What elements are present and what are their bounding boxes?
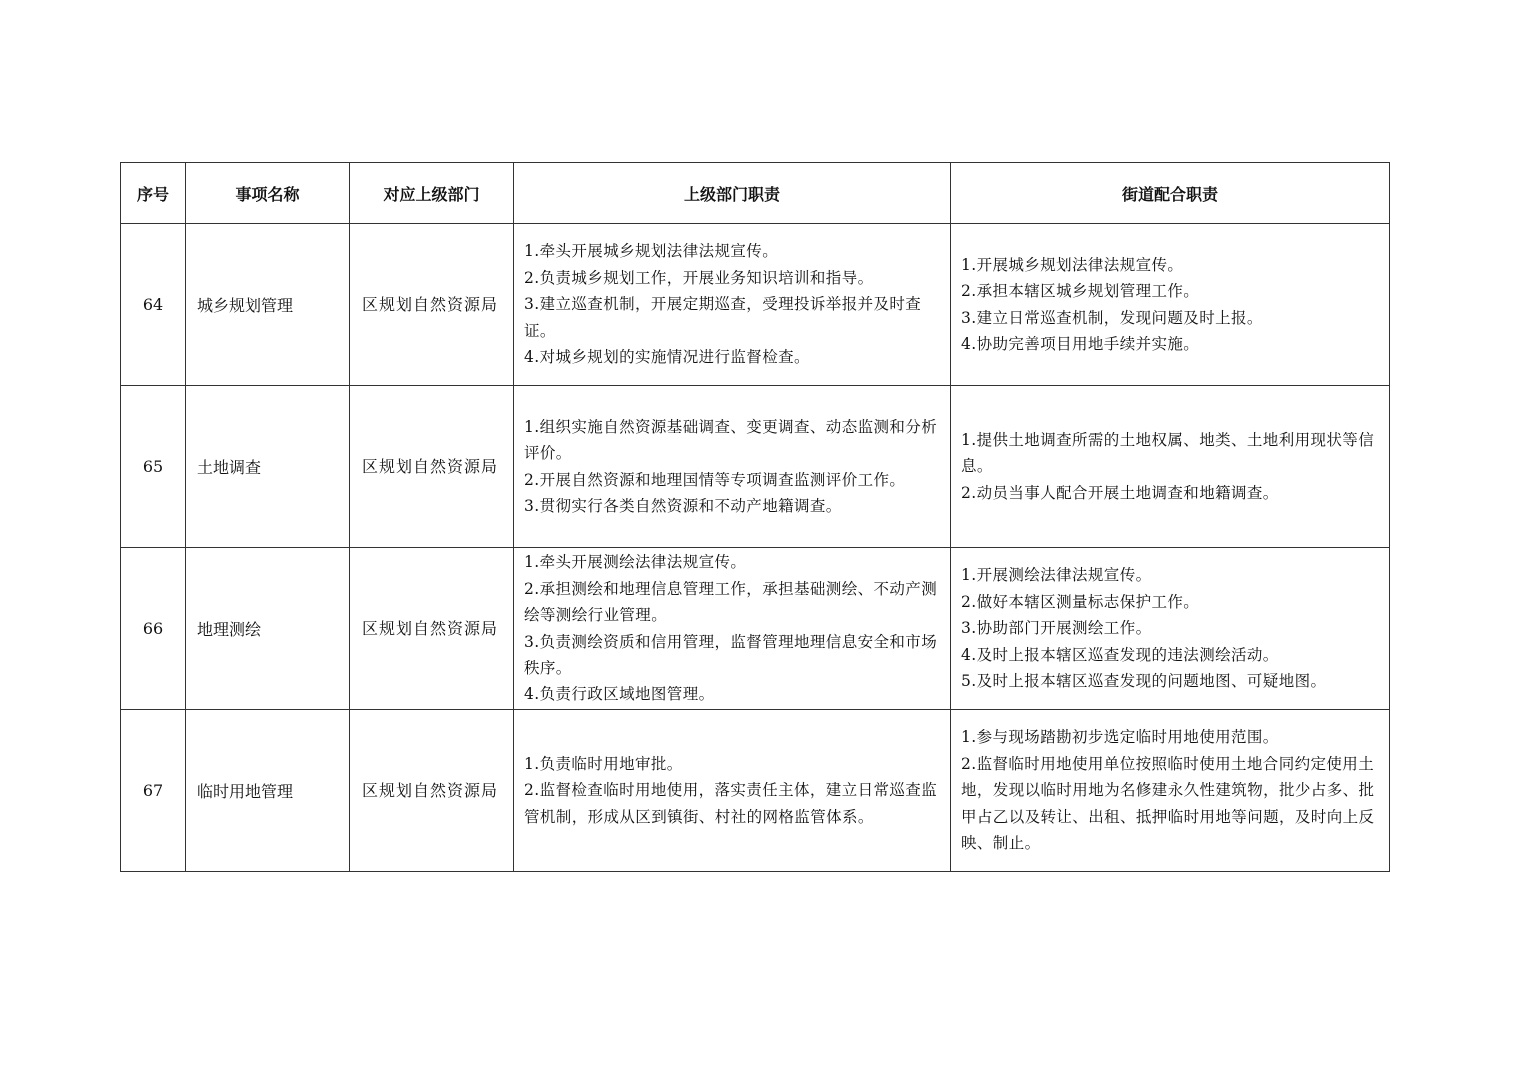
row-number: 67	[121, 710, 186, 872]
duty-item: 2.开展自然资源和地理国情等专项调查监测评价工作。	[524, 470, 906, 489]
header-num: 序号	[121, 163, 186, 224]
table-row	[121, 548, 1390, 710]
duty-item: 2.承担本辖区城乡规划管理工作。	[961, 282, 1200, 301]
duty-item: 3.协助部门开展测绘工作。	[961, 619, 1152, 638]
duty-table	[120, 162, 1390, 872]
duty-item: 3.建立日常巡查机制，发现问题及时上报。	[961, 308, 1263, 327]
superior-duties	[514, 548, 951, 710]
item-name: 临时用地管理	[186, 710, 350, 872]
duty-item: 3.负责测绘资质和信用管理，监督管理地理信息安全和市场秩序。	[524, 632, 938, 677]
superior-dept: 区规划自然资源局	[350, 224, 514, 386]
item-name: 城乡规划管理	[186, 224, 350, 386]
duty-item: 2.负责城乡规划工作，开展业务知识培训和指导。	[524, 268, 874, 287]
row-number: 66	[121, 548, 186, 710]
duty-item: 2.做好本辖区测量标志保护工作。	[961, 592, 1200, 611]
duty-item: 5.及时上报本辖区巡查发现的问题地图、可疑地图。	[961, 672, 1327, 691]
street-duties	[951, 710, 1390, 872]
header-name: 事项名称	[186, 163, 350, 224]
duty-item: 2.监督检查临时用地使用，落实责任主体，建立日常巡查监管机制，形成从区到镇街、村社的网格监管体系。	[524, 781, 938, 826]
superior-dept: 区规划自然资源局	[350, 386, 514, 548]
duty-item: 1.开展测绘法律法规宣传。	[961, 566, 1152, 585]
duty-item: 1.开展城乡规划法律法规宣传。	[961, 255, 1184, 274]
superior-duties	[514, 386, 951, 548]
superior-duties	[514, 710, 951, 872]
header-superior-duties: 上级部门职责	[514, 163, 951, 224]
table-row	[121, 386, 1390, 548]
item-name: 土地调查	[186, 386, 350, 548]
row-number: 65	[121, 386, 186, 548]
street-duties	[951, 386, 1390, 548]
duty-item: 4.及时上报本辖区巡查发现的违法测绘活动。	[961, 645, 1279, 664]
row-number: 64	[121, 224, 186, 386]
street-duties	[951, 224, 1390, 386]
duty-item: 3.建立巡查机制，开展定期巡查，受理投诉举报并及时查证。	[524, 295, 922, 340]
table-row	[121, 710, 1390, 872]
duty-item: 2.承担测绘和地理信息管理工作，承担基础测绘、不动产测绘等测绘行业管理。	[524, 579, 938, 625]
item-name: 地理测绘	[186, 548, 350, 710]
duty-item: 1.提供土地调查所需的土地权属、地类、土地利用现状等信息。	[961, 430, 1375, 476]
superior-duties	[514, 224, 951, 386]
superior-dept: 区规划自然资源局	[350, 548, 514, 710]
header-row	[121, 163, 1390, 224]
street-duties	[951, 548, 1390, 710]
duty-item: 4.协助完善项目用地手续并实施。	[961, 334, 1200, 353]
duty-item: 4.对城乡规划的实施情况进行监督检查。	[524, 348, 810, 367]
duty-item: 3.贯彻实行各类自然资源和不动产地籍调查。	[524, 496, 842, 515]
superior-dept: 区规划自然资源局	[350, 710, 514, 872]
table-row	[121, 224, 1390, 386]
duty-item: 2.动员当事人配合开展土地调查和地籍调查。	[961, 483, 1279, 502]
duty-item: 4.负责行政区域地图管理。	[524, 685, 715, 704]
duty-item: 1.牵头开展测绘法律法规宣传。	[524, 553, 747, 572]
duty-item: 1.组织实施自然资源基础调查、变更调查、动态监测和分析评价。	[524, 417, 938, 463]
header-dept: 对应上级部门	[350, 163, 514, 224]
duty-item: 1.参与现场踏勘初步选定临时用地使用范围。	[961, 728, 1279, 747]
duty-item: 2.监督临时用地使用单位按照临时使用土地合同约定使用土地，发现以临时用地为名修建永久性建筑物，批少占多、批甲占乙以及转让、出租、抵押临时用地等问题，及时向上反映、制止。	[961, 754, 1375, 853]
header-street-duties: 街道配合职责	[951, 163, 1390, 224]
duty-item: 1.负责临时用地审批。	[524, 754, 683, 773]
duty-item: 1.牵头开展城乡规划法律法规宣传。	[524, 242, 779, 261]
